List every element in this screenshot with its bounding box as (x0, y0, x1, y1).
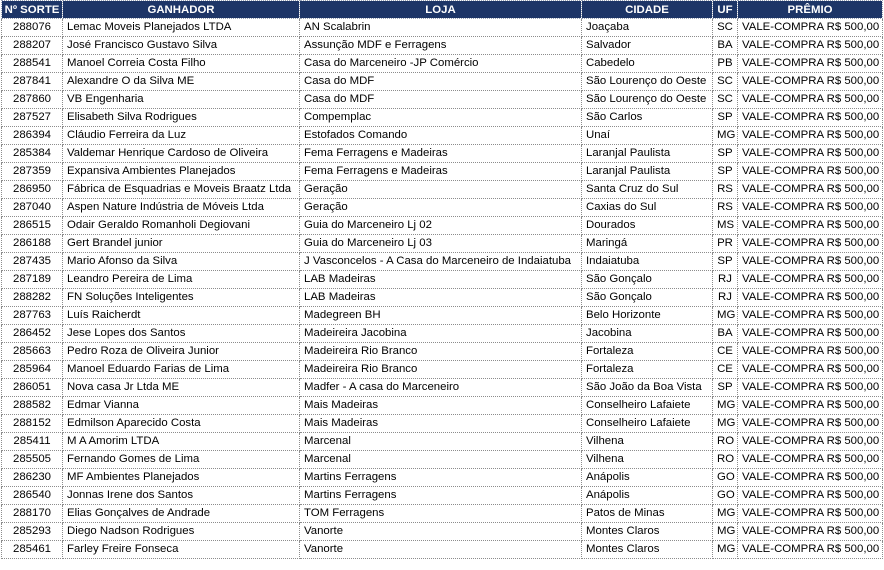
cell-premio: VALE-COMPRA R$ 500,00 (738, 91, 883, 109)
cell-premio: VALE-COMPRA R$ 500,00 (738, 379, 883, 397)
cell-sorte: 287841 (2, 73, 63, 91)
cell-ganhador: Diego Nadson Rodrigues (63, 523, 300, 541)
cell-premio: VALE-COMPRA R$ 500,00 (738, 235, 883, 253)
cell-loja: Vanorte (300, 541, 582, 559)
cell-loja: Madfer - A casa do Marceneiro (300, 379, 582, 397)
cell-premio: VALE-COMPRA R$ 500,00 (738, 505, 883, 523)
cell-sorte: 286452 (2, 325, 63, 343)
cell-premio: VALE-COMPRA R$ 500,00 (738, 343, 883, 361)
cell-ganhador: Valdemar Henrique Cardoso de Oliveira (63, 145, 300, 163)
cell-uf: RJ (713, 271, 738, 289)
cell-sorte: 288207 (2, 37, 63, 55)
cell-cidade: Maringá (582, 235, 713, 253)
cell-loja: Martins Ferragens (300, 487, 582, 505)
cell-sorte: 286188 (2, 235, 63, 253)
cell-sorte: 286051 (2, 379, 63, 397)
cell-sorte: 288282 (2, 289, 63, 307)
cell-premio: VALE-COMPRA R$ 500,00 (738, 361, 883, 379)
cell-cidade: Anápolis (582, 469, 713, 487)
cell-uf: MG (713, 505, 738, 523)
cell-sorte: 285505 (2, 451, 63, 469)
cell-uf: SP (713, 253, 738, 271)
cell-cidade: Salvador (582, 37, 713, 55)
cell-uf: RJ (713, 289, 738, 307)
cell-ganhador: Jonnas Irene dos Santos (63, 487, 300, 505)
cell-loja: Estofados Comando (300, 127, 582, 145)
cell-sorte: 285461 (2, 541, 63, 559)
cell-ganhador: VB Engenharia (63, 91, 300, 109)
header-sorte: Nº SORTE (2, 1, 63, 19)
cell-ganhador: Alexandre O da Silva ME (63, 73, 300, 91)
cell-premio: VALE-COMPRA R$ 500,00 (738, 541, 883, 559)
cell-cidade: Unaí (582, 127, 713, 145)
cell-sorte: 287763 (2, 307, 63, 325)
cell-premio: VALE-COMPRA R$ 500,00 (738, 19, 883, 37)
cell-cidade: Anápolis (582, 487, 713, 505)
cell-uf: MG (713, 541, 738, 559)
cell-sorte: 288076 (2, 19, 63, 37)
cell-ganhador: Lemac Moveis Planejados LTDA (63, 19, 300, 37)
cell-cidade: Joaçaba (582, 19, 713, 37)
cell-loja: J Vasconcelos - A Casa do Marceneiro de Indaiatuba (300, 253, 582, 271)
cell-cidade: Fortaleza (582, 361, 713, 379)
table-row (2, 505, 883, 523)
cell-loja: Casa do Marceneiro -JP Comércio (300, 55, 582, 73)
cell-cidade: Vilhena (582, 451, 713, 469)
cell-ganhador: Aspen Nature Indústria de Móveis Ltda (63, 199, 300, 217)
cell-premio: VALE-COMPRA R$ 500,00 (738, 487, 883, 505)
cell-premio: VALE-COMPRA R$ 500,00 (738, 307, 883, 325)
cell-sorte: 288582 (2, 397, 63, 415)
table-body (2, 19, 883, 559)
table-row (2, 379, 883, 397)
cell-ganhador: Elisabeth Silva Rodrigues (63, 109, 300, 127)
table-row (2, 253, 883, 271)
header-uf: UF (713, 1, 738, 19)
cell-ganhador: Gert Brandel junior (63, 235, 300, 253)
cell-loja: Fema Ferragens e Madeiras (300, 145, 582, 163)
table-row (2, 415, 883, 433)
table-row (2, 181, 883, 199)
cell-ganhador: Edmilson Aparecido Costa (63, 415, 300, 433)
cell-cidade: Dourados (582, 217, 713, 235)
cell-uf: GO (713, 487, 738, 505)
cell-sorte: 285663 (2, 343, 63, 361)
table-row (2, 523, 883, 541)
cell-loja: Madeireira Rio Branco (300, 361, 582, 379)
cell-loja: Guia do Marceneiro Lj 03 (300, 235, 582, 253)
cell-uf: SP (713, 163, 738, 181)
cell-cidade: São Lourenço do Oeste (582, 73, 713, 91)
cell-cidade: São João da Boa Vista (582, 379, 713, 397)
cell-cidade: Laranjal Paulista (582, 163, 713, 181)
cell-cidade: São Lourenço do Oeste (582, 91, 713, 109)
table-row (2, 433, 883, 451)
cell-uf: MG (713, 397, 738, 415)
cell-uf: RO (713, 451, 738, 469)
cell-cidade: Montes Claros (582, 523, 713, 541)
cell-uf: MS (713, 217, 738, 235)
cell-uf: SC (713, 91, 738, 109)
cell-ganhador: José Francisco Gustavo Silva (63, 37, 300, 55)
cell-sorte: 285964 (2, 361, 63, 379)
cell-uf: RS (713, 199, 738, 217)
cell-cidade: Belo Horizonte (582, 307, 713, 325)
cell-loja: Madeireira Jacobina (300, 325, 582, 343)
cell-loja: Martins Ferragens (300, 469, 582, 487)
cell-cidade: Conselheiro Lafaiete (582, 397, 713, 415)
cell-sorte: 287359 (2, 163, 63, 181)
cell-sorte: 285411 (2, 433, 63, 451)
table-row (2, 451, 883, 469)
cell-ganhador: Fernando Gomes de Lima (63, 451, 300, 469)
table-row (2, 55, 883, 73)
cell-ganhador: Odair Geraldo Romanholi Degiovani (63, 217, 300, 235)
cell-uf: SC (713, 19, 738, 37)
cell-sorte: 287189 (2, 271, 63, 289)
cell-ganhador: Luís Raicherdt (63, 307, 300, 325)
cell-loja: Marcenal (300, 451, 582, 469)
header-cidade: CIDADE (582, 1, 713, 19)
cell-loja: LAB Madeiras (300, 271, 582, 289)
cell-premio: VALE-COMPRA R$ 500,00 (738, 451, 883, 469)
cell-cidade: Caxias do Sul (582, 199, 713, 217)
cell-ganhador: Nova casa Jr Ltda ME (63, 379, 300, 397)
winners-table (1, 0, 883, 559)
cell-uf: MG (713, 127, 738, 145)
table-row (2, 307, 883, 325)
cell-loja: Casa do MDF (300, 91, 582, 109)
cell-uf: CE (713, 343, 738, 361)
cell-loja: Marcenal (300, 433, 582, 451)
cell-uf: MG (713, 415, 738, 433)
cell-loja: TOM Ferragens (300, 505, 582, 523)
cell-sorte: 288152 (2, 415, 63, 433)
cell-sorte: 287435 (2, 253, 63, 271)
table-row (2, 109, 883, 127)
cell-cidade: Vilhena (582, 433, 713, 451)
cell-ganhador: FN Soluções Inteligentes (63, 289, 300, 307)
cell-premio: VALE-COMPRA R$ 500,00 (738, 55, 883, 73)
cell-loja: Mais Madeiras (300, 397, 582, 415)
cell-sorte: 288541 (2, 55, 63, 73)
cell-uf: MG (713, 523, 738, 541)
cell-sorte: 287860 (2, 91, 63, 109)
cell-premio: VALE-COMPRA R$ 500,00 (738, 469, 883, 487)
cell-loja: Guia do Marceneiro Lj 02 (300, 217, 582, 235)
cell-premio: VALE-COMPRA R$ 500,00 (738, 73, 883, 91)
cell-ganhador: Cláudio Ferreira da Luz (63, 127, 300, 145)
cell-premio: VALE-COMPRA R$ 500,00 (738, 163, 883, 181)
table-row (2, 37, 883, 55)
cell-ganhador: Pedro Roza de Oliveira Junior (63, 343, 300, 361)
table-row (2, 325, 883, 343)
cell-ganhador: Farley Freire Fonseca (63, 541, 300, 559)
cell-uf: RO (713, 433, 738, 451)
cell-sorte: 286540 (2, 487, 63, 505)
cell-sorte: 286515 (2, 217, 63, 235)
cell-premio: VALE-COMPRA R$ 500,00 (738, 181, 883, 199)
cell-ganhador: M A Amorim LTDA (63, 433, 300, 451)
cell-sorte: 288170 (2, 505, 63, 523)
table-row (2, 397, 883, 415)
cell-cidade: Conselheiro Lafaiete (582, 415, 713, 433)
header-ganhador: GANHADOR (63, 1, 300, 19)
header-row (2, 1, 883, 19)
cell-premio: VALE-COMPRA R$ 500,00 (738, 145, 883, 163)
table-row (2, 235, 883, 253)
cell-premio: VALE-COMPRA R$ 500,00 (738, 415, 883, 433)
cell-cidade: São Gonçalo (582, 289, 713, 307)
cell-ganhador: Expansiva Ambientes Planejados (63, 163, 300, 181)
cell-ganhador: Manoel Correia Costa Filho (63, 55, 300, 73)
cell-sorte: 285384 (2, 145, 63, 163)
cell-loja: Fema Ferragens e Madeiras (300, 163, 582, 181)
cell-premio: VALE-COMPRA R$ 500,00 (738, 217, 883, 235)
cell-loja: Madegreen BH (300, 307, 582, 325)
table-row (2, 361, 883, 379)
cell-premio: VALE-COMPRA R$ 500,00 (738, 253, 883, 271)
cell-premio: VALE-COMPRA R$ 500,00 (738, 289, 883, 307)
cell-premio: VALE-COMPRA R$ 500,00 (738, 433, 883, 451)
cell-cidade: Montes Claros (582, 541, 713, 559)
cell-ganhador: Leandro Pereira de Lima (63, 271, 300, 289)
cell-uf: SP (713, 379, 738, 397)
table-row (2, 127, 883, 145)
cell-ganhador: Elias Gonçalves de Andrade (63, 505, 300, 523)
table-row (2, 343, 883, 361)
cell-uf: SC (713, 73, 738, 91)
cell-sorte: 286950 (2, 181, 63, 199)
cell-sorte: 286230 (2, 469, 63, 487)
table-row (2, 73, 883, 91)
cell-loja: LAB Madeiras (300, 289, 582, 307)
table-row (2, 19, 883, 37)
cell-uf: BA (713, 37, 738, 55)
table-row (2, 289, 883, 307)
cell-uf: SP (713, 109, 738, 127)
cell-premio: VALE-COMPRA R$ 500,00 (738, 127, 883, 145)
table-row (2, 199, 883, 217)
cell-loja: Madeireira Rio Branco (300, 343, 582, 361)
cell-cidade: Cabedelo (582, 55, 713, 73)
cell-cidade: Indaiatuba (582, 253, 713, 271)
cell-ganhador: Manoel Eduardo Farias de Lima (63, 361, 300, 379)
cell-cidade: Jacobina (582, 325, 713, 343)
table-row (2, 145, 883, 163)
cell-sorte: 287527 (2, 109, 63, 127)
cell-loja: Geração (300, 199, 582, 217)
cell-cidade: São Gonçalo (582, 271, 713, 289)
cell-premio: VALE-COMPRA R$ 500,00 (738, 523, 883, 541)
table-row (2, 469, 883, 487)
cell-ganhador: Mario Afonso da Silva (63, 253, 300, 271)
cell-premio: VALE-COMPRA R$ 500,00 (738, 109, 883, 127)
cell-uf: RS (713, 181, 738, 199)
header-loja: LOJA (300, 1, 582, 19)
cell-uf: GO (713, 469, 738, 487)
cell-ganhador: Fábrica de Esquadrias e Moveis Braatz Ltda (63, 181, 300, 199)
cell-uf: MG (713, 307, 738, 325)
table-row (2, 487, 883, 505)
cell-uf: BA (713, 325, 738, 343)
cell-premio: VALE-COMPRA R$ 500,00 (738, 397, 883, 415)
cell-cidade: Fortaleza (582, 343, 713, 361)
cell-sorte: 286394 (2, 127, 63, 145)
cell-uf: PB (713, 55, 738, 73)
cell-premio: VALE-COMPRA R$ 500,00 (738, 37, 883, 55)
cell-cidade: São Carlos (582, 109, 713, 127)
cell-uf: CE (713, 361, 738, 379)
table-row (2, 271, 883, 289)
cell-loja: Casa do MDF (300, 73, 582, 91)
cell-loja: Geração (300, 181, 582, 199)
cell-uf: PR (713, 235, 738, 253)
cell-premio: VALE-COMPRA R$ 500,00 (738, 325, 883, 343)
cell-loja: Compemplac (300, 109, 582, 127)
table-row (2, 541, 883, 559)
cell-loja: Vanorte (300, 523, 582, 541)
table-header (2, 1, 883, 19)
cell-cidade: Santa Cruz do Sul (582, 181, 713, 199)
cell-sorte: 287040 (2, 199, 63, 217)
cell-cidade: Laranjal Paulista (582, 145, 713, 163)
cell-premio: VALE-COMPRA R$ 500,00 (738, 271, 883, 289)
cell-ganhador: Edmar Vianna (63, 397, 300, 415)
table-row (2, 163, 883, 181)
cell-premio: VALE-COMPRA R$ 500,00 (738, 199, 883, 217)
cell-ganhador: Jese Lopes dos Santos (63, 325, 300, 343)
cell-loja: AN Scalabrin (300, 19, 582, 37)
cell-ganhador: MF Ambientes Planejados (63, 469, 300, 487)
cell-loja: Mais Madeiras (300, 415, 582, 433)
header-premio: PRÊMIO (738, 1, 883, 19)
cell-uf: SP (713, 145, 738, 163)
table-row (2, 91, 883, 109)
cell-sorte: 285293 (2, 523, 63, 541)
cell-cidade: Patos de Minas (582, 505, 713, 523)
table-row (2, 217, 883, 235)
cell-loja: Assunção MDF e Ferragens (300, 37, 582, 55)
